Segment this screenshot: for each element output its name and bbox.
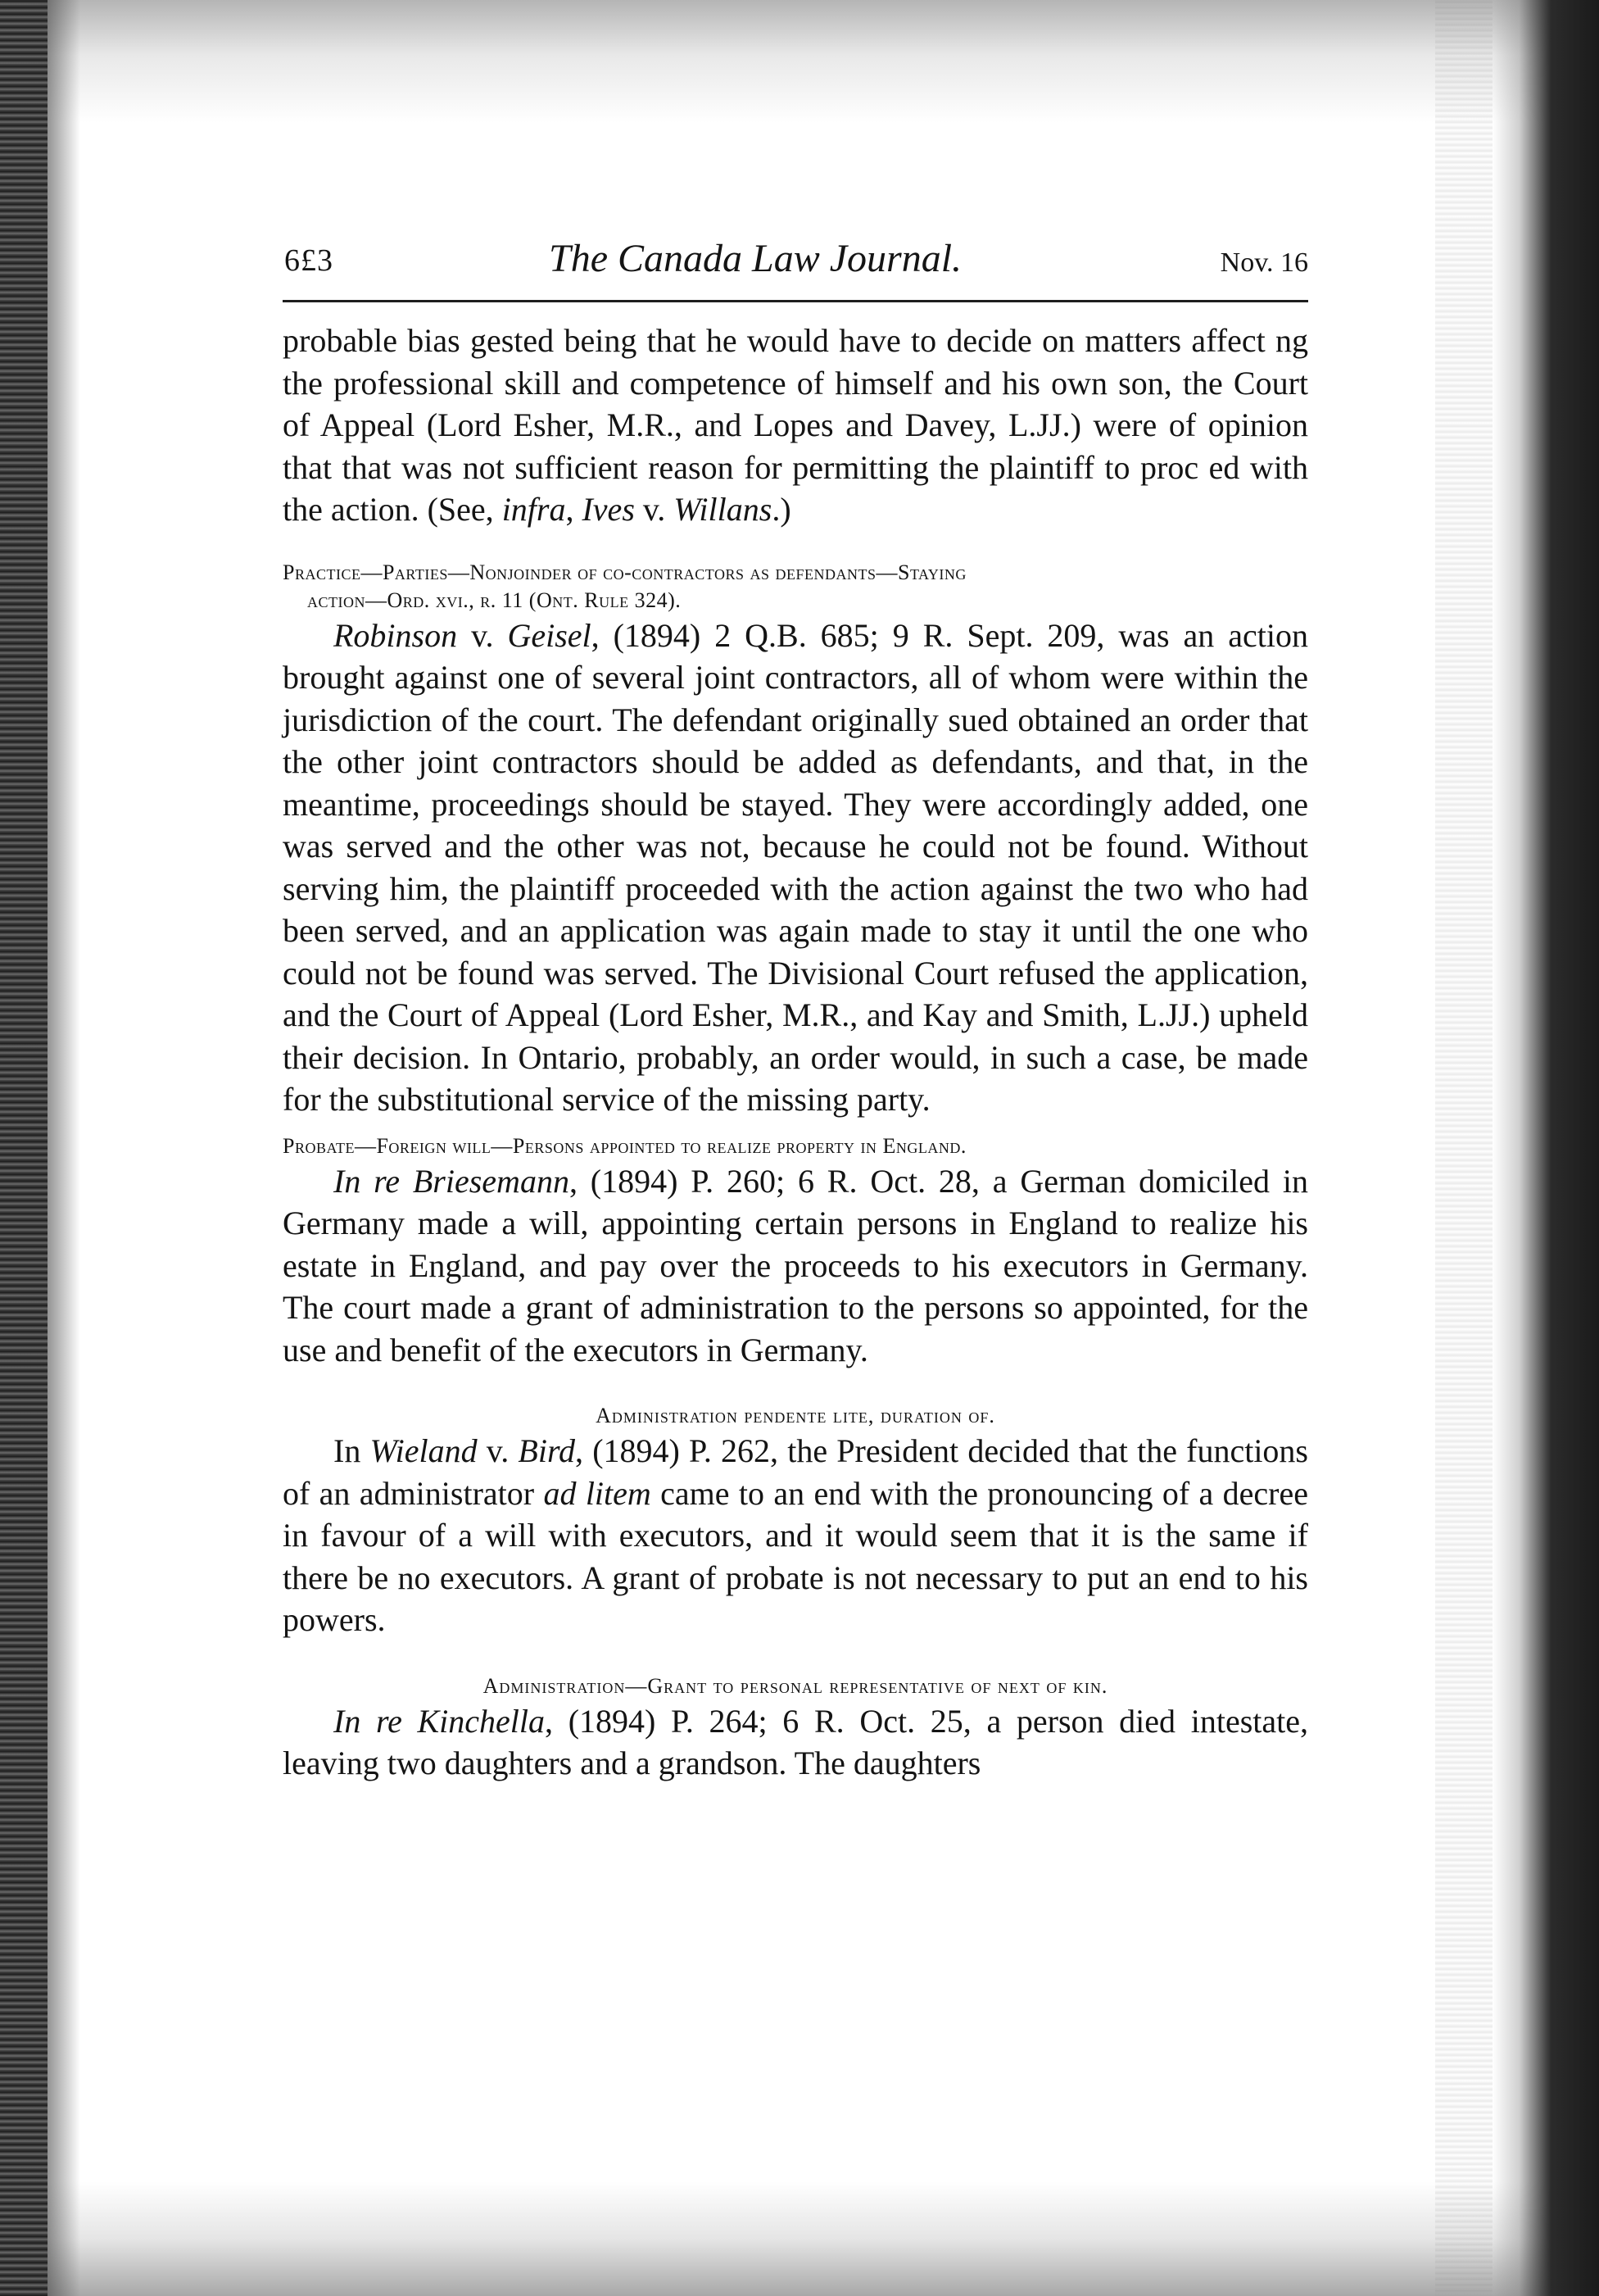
section-heading-probate: Probate—Foreign will—Persons appointed to realize property in England. [283,1133,967,1158]
intro-paragraph: probable bias gested being that he would have to decide on matters affect ng the professional skill and competence of himself and his own son, the Court of Appeal (Lord Esher, M.R., and Lopes and Davey, L.JJ.) were of opinion that that was not sufficient reason for permitting the plaintiff to proc ed with the action. (See, infra, Ives v. Willans.) [283,322,1309,528]
scan-top-shadow [0,0,1599,123]
section-heading-kinchella: Administration—Grant to personal representative of next of kin. [482,1673,1108,1698]
page-number: 6£3 [284,243,333,278]
practice-paragraph: Robinson v. Geisel, (1894) 2 Q.B. 685; 9 R. Sept. 209, was an action brought against one of several joint contractors, all of whom were within the jurisdiction of the court. The defendant originally sued obtained an order that the other joint contractors should be added as defendants, and that, in the meantime, proceedings should be stayed. They were accordingly added, one was served and the other was not, because he could not be found. Without serving him, the plaintiff proceeded with the action against the two who had been served, and an application was again made to stay it until the one who could not be found was served. The Divisional Court refused the application, and the Court of Appeal (Lord Esher, M.R., and Kay and Smith, L.JJ.) upheld their decision. In Ontario, probably, an order would, in such a case, be made for the substitutional service of the missing party. [283,616,1308,1118]
probate-paragraph: In re Briesemann, (1894) P. 260; 6 R. Oct. 28, a German domiciled in Germany made a will, appointing certain persons in England to realize his estate in England, and pay over the proceeds to his executors in Germany. The court made a grant of administration to the persons so appointed, for the use and benefit of the executors in Germany. [283,1162,1309,1368]
running-head [283,238,1308,287]
scan-right-noise [1435,0,1493,2296]
scan-bottom-shadow [0,2181,1599,2296]
journal-title: The Canada Law Journal. [549,237,963,280]
issue-date: Nov. 16 [1220,247,1308,278]
administration-paragraph: In Wieland v. Bird, (1894) P. 262, the President decided that the functions of an administrator ad litem came to an end with the pronouncing of a decree in favour of a will with executors, and it would seem that it is the same if there be no executors. A grant of probate is not necessary to put an end to his powers. [283,1432,1308,1638]
kinchella-paragraph: In re Kinchella, (1894) P. 264; 6 R. Oct. 25, a person died intestate, leaving two daughters and a grandson. The daughters [283,1702,1309,1781]
journal-page [283,237,1309,1781]
section-heading-administration: Administration pendente lite, duration of. [596,1404,995,1427]
section-heading-practice: Practice—Parties—Nonjoinder of co-contractors as defendants—Staying action—Ord. xvi., r. 11 (Ont. Rule 324). [283,560,967,612]
scan-left-edge [0,0,48,2296]
scan-left-fade [48,0,80,2296]
scan-right-edge [1493,0,1599,2296]
header-rule [283,300,1308,302]
article-body [283,320,1308,1785]
